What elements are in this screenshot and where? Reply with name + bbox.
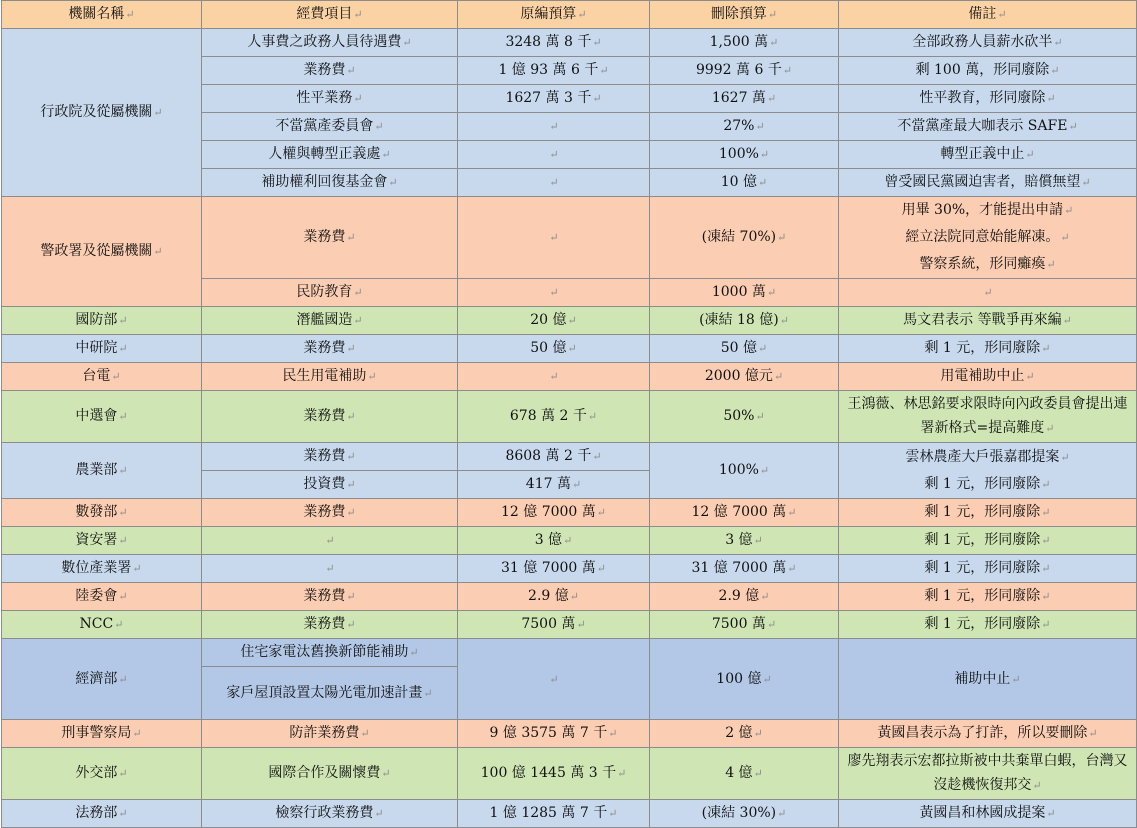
header-notes: 備註↵ [839, 1, 1137, 29]
deleted-cell: 50 億↵ [650, 335, 839, 363]
item-cell: 國際合作及關懷費↵ [202, 748, 458, 800]
item-cell: ↵ [202, 527, 458, 555]
header-row [2, 1, 1137, 29]
note-cell: 黃國昌和林國成提案↵ [839, 800, 1137, 828]
original-cell: ↵ [458, 279, 650, 307]
header-agency: 機關名稱↵ [2, 1, 202, 29]
item-cell: 業務費↵ [202, 611, 458, 639]
original-cell: 417 萬↵ [458, 471, 650, 499]
header-deleted-budget: 刪除預算↵ [650, 1, 839, 29]
agency-cell: 數位產業署↵ [2, 555, 202, 583]
deleted-cell: 1000 萬↵ [650, 279, 839, 307]
original-cell: 100 億 1445 萬 3 千↵ [458, 748, 650, 800]
original-cell: 1 億 93 萬 6 千↵ [458, 57, 650, 85]
item-cell: 性平業務↵ [202, 85, 458, 113]
budget-cut-table [1, 0, 1137, 828]
item-cell: 投資費↵ [202, 471, 458, 499]
note-cell: 黃國昌表示為了打詐，所以要刪除↵ [839, 720, 1137, 748]
deleted-cell: 7500 萬↵ [650, 611, 839, 639]
note-line: 剩 1 元，形同廢除↵ [924, 475, 1051, 492]
note-cell: 馬文君表示 等戰爭再來編↵ [839, 307, 1137, 335]
note-line: 警察系統，形同癱瘓↵ [919, 256, 1056, 272]
deleted-cell: 100%↵ [650, 141, 839, 169]
table-row [2, 29, 1137, 57]
original-cell: 3248 萬 8 千↵ [458, 29, 650, 57]
item-cell: 業務費↵ [202, 391, 458, 443]
original-cell: ↵ [458, 141, 650, 169]
item-cell: 業務費↵ [202, 443, 458, 471]
agency-cell: 國防部↵ [2, 307, 202, 335]
item-cell: 業務費↵ [202, 197, 458, 279]
table-row [2, 720, 1137, 748]
agency-cell: 刑事警察局↵ [2, 720, 202, 748]
agency-cell: 行政院及從屬機關↵ [2, 29, 202, 197]
table-row [2, 611, 1137, 639]
item-cell: 民生用電補助↵ [202, 363, 458, 391]
agency-cell: 台電↵ [2, 363, 202, 391]
note-cell: 曾受國民黨國迫害者，賠償無望↵ [839, 169, 1137, 197]
note-cell [839, 197, 1137, 279]
deleted-cell: 2 億↵ [650, 720, 839, 748]
note-cell: 補助中止↵ [839, 639, 1137, 720]
item-cell: 業務費↵ [202, 335, 458, 363]
original-cell: ↵ [458, 113, 650, 141]
original-cell: 31 億 7000 萬↵ [458, 555, 650, 583]
original-cell: ↵ [458, 169, 650, 197]
item-cell: 業務費↵ [202, 583, 458, 611]
agency-cell: 資安署↵ [2, 527, 202, 555]
deleted-cell: (凍結 30%)↵ [650, 800, 839, 828]
deleted-cell: (凍結 70%)↵ [650, 197, 839, 279]
note-cell: 剩 100 萬，形同廢除↵ [839, 57, 1137, 85]
table-row [2, 527, 1137, 555]
agency-cell: 法務部↵ [2, 800, 202, 828]
item-cell: 業務費↵ [202, 57, 458, 85]
original-cell: 678 萬 2 千↵ [458, 391, 650, 443]
table-row [2, 748, 1137, 800]
item-cell: 家戶屋頂設置太陽光電加速計畫↵ [202, 667, 458, 720]
original-cell: ↵ [458, 197, 650, 279]
original-cell: 50 億↵ [458, 335, 650, 363]
agency-cell: 經濟部↵ [2, 639, 202, 720]
agency-cell: 陸委會↵ [2, 583, 202, 611]
deleted-cell: 9992 萬 6 千↵ [650, 57, 839, 85]
table-row [2, 307, 1137, 335]
note-cell: 轉型正義中止↵ [839, 141, 1137, 169]
original-cell: ↵ [458, 363, 650, 391]
original-cell: ↵ [458, 639, 650, 720]
note-cell: 剩 1 元，形同廢除↵ [839, 527, 1137, 555]
deleted-cell: 1627 萬↵ [650, 85, 839, 113]
original-cell: 20 億↵ [458, 307, 650, 335]
note-cell: 用電補助中止↵ [839, 363, 1137, 391]
item-cell: 防詐業務費↵ [202, 720, 458, 748]
item-cell: 民防教育↵ [202, 279, 458, 307]
item-cell: 住宅家電汰舊換新節能補助↵ [202, 639, 458, 667]
item-cell: 潛艦國造↵ [202, 307, 458, 335]
original-cell: 7500 萬↵ [458, 611, 650, 639]
note-cell: ↵ [839, 279, 1137, 307]
deleted-cell: 2.9 億↵ [650, 583, 839, 611]
deleted-cell: 10 億↵ [650, 169, 839, 197]
agency-cell: 數發部↵ [2, 499, 202, 527]
deleted-cell: 3 億↵ [650, 527, 839, 555]
original-cell: 1627 萬 3 千↵ [458, 85, 650, 113]
deleted-cell: 31 億 7000 萬↵ [650, 555, 839, 583]
deleted-cell: 27%↵ [650, 113, 839, 141]
note-cell: 廖先翔表示宏都拉斯被中共棄單白蝦，台灣又沒趁機恢復邦交↵ [839, 748, 1137, 800]
table-row [2, 443, 1137, 471]
original-cell: 3 億↵ [458, 527, 650, 555]
header-item: 經費項目↵ [202, 1, 458, 29]
original-cell: 9 億 3575 萬 7 千↵ [458, 720, 650, 748]
agency-cell: 中選會↵ [2, 391, 202, 443]
agency-cell: NCC↵ [2, 611, 202, 639]
item-cell: 人權與轉型正義處↵ [202, 141, 458, 169]
table-row [2, 363, 1137, 391]
deleted-cell: (凍結 18 億)↵ [650, 307, 839, 335]
table-row [2, 555, 1137, 583]
table-row [2, 391, 1137, 443]
note-line: 經立法院同意始能解凍。↵ [905, 229, 1070, 245]
note-cell: 性平教育，形同廢除↵ [839, 85, 1137, 113]
table-row [2, 197, 1137, 279]
deleted-cell: 1,500 萬↵ [650, 29, 839, 57]
original-cell: 2.9 億↵ [458, 583, 650, 611]
deleted-cell: 50%↵ [650, 391, 839, 443]
deleted-cell: 2000 億元↵ [650, 363, 839, 391]
note-cell [839, 443, 1137, 499]
deleted-cell: 12 億 7000 萬↵ [650, 499, 839, 527]
note-cell: 剩 1 元，形同廢除↵ [839, 611, 1137, 639]
deleted-cell: 100 億↵ [650, 639, 839, 720]
note-cell: 剩 1 元，形同廢除↵ [839, 499, 1137, 527]
item-cell: 人事費之政務人員待遇費↵ [202, 29, 458, 57]
agency-cell: 中研院↵ [2, 335, 202, 363]
item-cell: ↵ [202, 555, 458, 583]
item-cell: 不當黨產委員會↵ [202, 113, 458, 141]
original-cell: 1 億 1285 萬 7 千↵ [458, 800, 650, 828]
note-cell: 剩 1 元，形同廢除↵ [839, 583, 1137, 611]
header-original-budget: 原編預算↵ [458, 1, 650, 29]
original-cell: 12 億 7000 萬↵ [458, 499, 650, 527]
original-cell: 8608 萬 2 千↵ [458, 443, 650, 471]
deleted-cell: 100%↵ [650, 443, 839, 499]
agency-cell: 農業部↵ [2, 443, 202, 499]
note-cell: 王鴻薇、林思銘要求限時向內政委員會提出連署新格式=提高難度↵ [839, 391, 1137, 443]
table-row [2, 583, 1137, 611]
note-line: 用畢 30%，才能提出申請↵ [901, 202, 1074, 218]
table-row [2, 639, 1137, 667]
note-cell: 剩 1 元，形同廢除↵ [839, 555, 1137, 583]
note-cell: 全部政務人員薪水砍半↵ [839, 29, 1137, 57]
agency-cell: 警政署及從屬機關↵ [2, 197, 202, 307]
table-row [2, 800, 1137, 828]
note-cell: 不當黨產最大咖表示 SAFE↵ [839, 113, 1137, 141]
note-line: 雲林農產大戶張嘉郡提案↵ [905, 448, 1070, 465]
table-row [2, 499, 1137, 527]
item-cell: 檢察行政業務費↵ [202, 800, 458, 828]
deleted-cell: 4 億↵ [650, 748, 839, 800]
note-cell: 剩 1 元，形同廢除↵ [839, 335, 1137, 363]
table-row [2, 335, 1137, 363]
item-cell: 補助權利回復基金會↵ [202, 169, 458, 197]
item-cell: 業務費↵ [202, 499, 458, 527]
agency-cell: 外交部↵ [2, 748, 202, 800]
